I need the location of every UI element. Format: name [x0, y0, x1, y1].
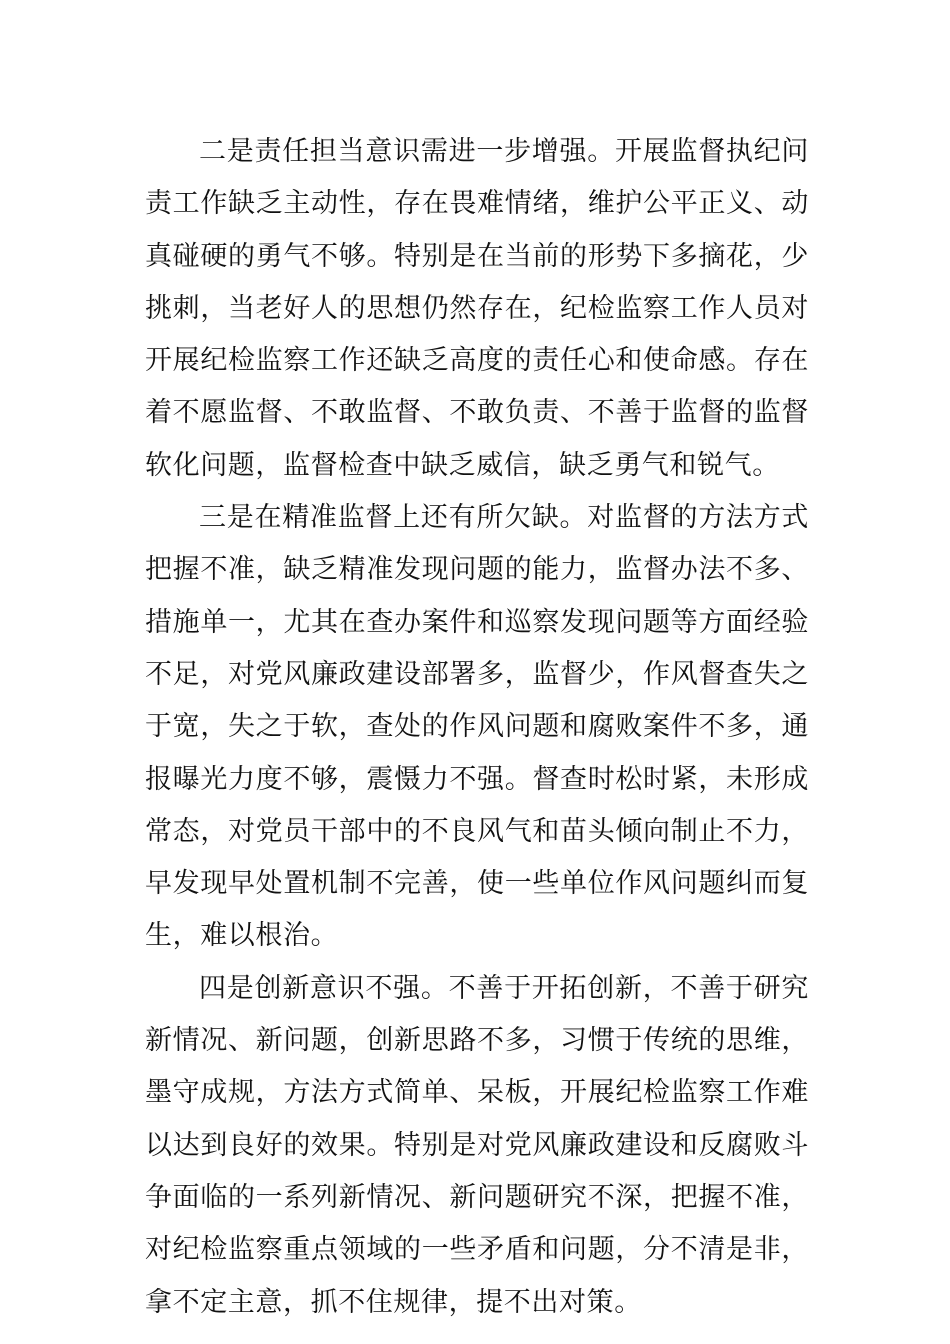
document-body [145, 126, 809, 1329]
paragraph-responsibility: 二是责任担当意识需进一步增强。开展监督执纪问责工作缺乏主动性，存在畏难情绪，维护公平正义、动真碰硬的勇气不够。特别是在当前的形势下多摘花，少挑刺，当老好人的思想仍然存在，纪检监察工作人员对开展纪检监察工作还缺乏高度的责任心和使命感。存在着不愿监督、不敢监督、不敢负责、不善于监督的监督软化问题，监督检查中缺乏威信，缺乏勇气和锐气。 [145, 136, 809, 481]
paragraph-innovation: 四是创新意识不强。不善于开拓创新，不善于研究新情况、新问题，创新思路不多，习惯于传统的思维，墨守成规，方法方式简单、呆板，开展纪检监察工作难以达到良好的效果。特别是对党风廉政建设和反腐败斗争面临的一系列新情况、新问题研究不深，把握不准，对纪检监察重点领域的一些矛盾和问题，分不清是非，拿不定主意，抓不住规律，提不出对策。 [145, 972, 809, 1318]
paragraph-precise-supervision: 三是在精准监督上还有所欠缺。对监督的方法方式把握不准，缺乏精准发现问题的能力，监督办法不多、措施单一，尤其在查办案件和巡察发现问题等方面经验不足，对党风廉政建设部署多，监督少，作风督查失之于宽，失之于软，查处的作风问题和腐败案件不多，通报曝光力度不够，震慑力不强。督查时松时紧，未形成常态，对党员干部中的不良风气和苗头倾向制止不力，早发现早处置机制不完善，使一些单位作风问题纠而复生，难以根治。 [145, 502, 809, 952]
